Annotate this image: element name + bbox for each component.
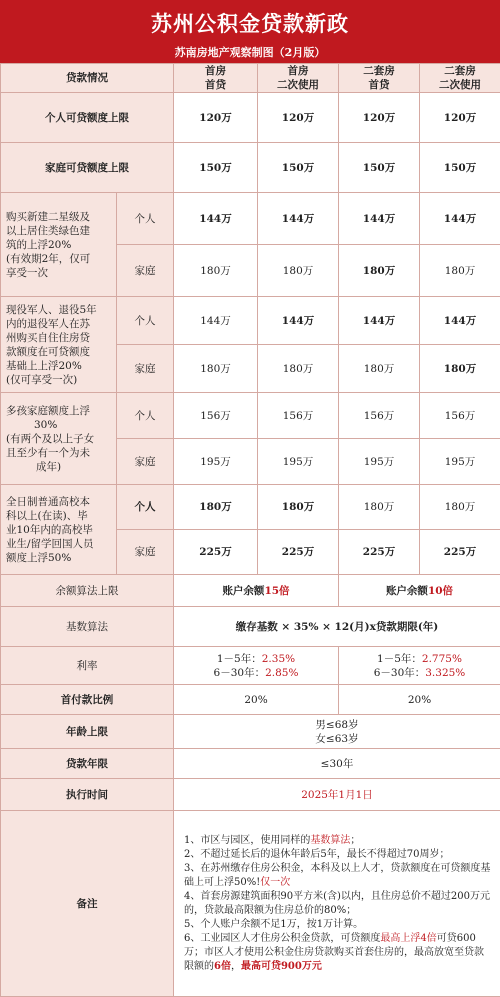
table-cell: 144万: [339, 297, 420, 345]
table-cell: 144万: [174, 297, 258, 345]
table-row-personal-limit: [1, 93, 500, 143]
sub-label: 个人: [117, 193, 174, 245]
table-cell: 180万: [258, 345, 339, 393]
table-cell: 156万: [339, 393, 420, 439]
table-cell: 144万: [174, 193, 258, 245]
note-item: 1、市区与园区，使用同样的基数算法；: [184, 834, 492, 848]
table-row-effective-date: [1, 779, 500, 811]
row-label: 年龄上限: [1, 715, 174, 749]
sub-label: 个人: [117, 485, 174, 530]
column-header-label: 贷款情况: [1, 64, 174, 93]
row-label: 个人可贷额度上限: [1, 93, 174, 143]
table-cell: 150万: [174, 143, 258, 193]
sub-label: 家庭: [117, 530, 174, 575]
table-row-green-personal: [1, 193, 500, 245]
column-header-first-home-first-loan: 首房 首贷: [174, 64, 258, 93]
table-cell: 180万: [339, 345, 420, 393]
rate-second-home: 1－5年：2.775% 6－30年：3.325%: [339, 647, 500, 685]
age-limit-value: 男≤68岁 女≤63岁: [174, 715, 500, 749]
table-cell: 144万: [420, 193, 500, 245]
note-item: 2、不超过延长后的退休年龄后5年，最长不得超过70周岁；: [184, 848, 492, 862]
table-cell: 150万: [258, 143, 339, 193]
column-header-second-home-first-loan: 二套房 首贷: [339, 64, 420, 93]
table-cell: 144万: [420, 297, 500, 345]
table-cell: 120万: [174, 93, 258, 143]
effective-date-value: 2025年1月1日: [174, 779, 500, 811]
note-item: 6、工业园区人才住房公积金贷款，可贷额度最高上浮4倍可贷600万；市区人才使用公积金住房贷款购买首套住房的，最高放宽至贷款限额的6倍，最高可贷900万元: [184, 932, 492, 974]
table-cell: 180万: [174, 245, 258, 297]
table-cell: 150万: [339, 143, 420, 193]
sub-label: 家庭: [117, 245, 174, 297]
table-cell: 225万: [258, 530, 339, 575]
table-cell: 195万: [339, 439, 420, 485]
table-cell: 195万: [174, 439, 258, 485]
row-label: 余额算法上限: [1, 575, 174, 607]
loan-term-value: ≤30年: [174, 749, 500, 779]
table-cell: 150万: [420, 143, 500, 193]
table-cell: 180万: [258, 245, 339, 297]
notes-content: [174, 811, 500, 997]
row-label-veteran: 现役军人、退役5年 内的退役军人在苏 州购买自住住房贷 款额度在可贷额度 基础上上浮20% (仅可享受一次): [1, 297, 117, 393]
header: [0, 0, 500, 63]
table-cell: 144万: [258, 193, 339, 245]
table-cell: 120万: [420, 93, 500, 143]
table-cell: 156万: [258, 393, 339, 439]
table-cell: 120万: [258, 93, 339, 143]
row-label: 备注: [1, 811, 174, 997]
column-header-first-home-second-use: 首房 二次使用: [258, 64, 339, 93]
rate-first-home: 1－5年：2.35% 6－30年：2.85%: [174, 647, 339, 685]
table-cell: 180万: [174, 485, 258, 530]
table-cell: 180万: [339, 485, 420, 530]
table-cell: 225万: [420, 530, 500, 575]
sub-label: 家庭: [117, 439, 174, 485]
table-row-loan-term: [1, 749, 500, 779]
row-label-multichild: 多孩家庭额度上浮 30% (有两个及以上子女 且至少有一个为未 成年): [1, 393, 117, 485]
table-row-notes: [1, 811, 500, 997]
row-label: 贷款年限: [1, 749, 174, 779]
table-header-row: [1, 64, 500, 93]
table-row-talent-personal: [1, 485, 500, 530]
note-item: 3、在苏州缴存住房公积金，本科及以上人才，贷款额度在可贷额度基础上可上浮50%!仅一次: [184, 862, 492, 890]
table-cell: 180万: [258, 485, 339, 530]
table-row-balance: [1, 575, 500, 607]
down-payment-second-home: 20%: [339, 685, 500, 715]
column-header-second-home-second-use: 二套房 二次使用: [420, 64, 500, 93]
row-label: 基数算法: [1, 607, 174, 647]
row-label: 首付款比例: [1, 685, 174, 715]
sub-label: 个人: [117, 297, 174, 345]
table-cell: 120万: [339, 93, 420, 143]
table-cell: 156万: [174, 393, 258, 439]
note-item: 5、个人账户余额不足1万，按1万计算。: [184, 918, 492, 932]
down-payment-first-home: 20%: [174, 685, 339, 715]
table-cell: 225万: [339, 530, 420, 575]
balance-second-home: 账户余额10倍: [339, 575, 500, 607]
row-label: 利率: [1, 647, 174, 685]
table-row-age-limit: [1, 715, 500, 749]
sub-label: 家庭: [117, 345, 174, 393]
table-cell: 195万: [258, 439, 339, 485]
balance-first-home: 账户余额15倍: [174, 575, 339, 607]
row-label: 执行时间: [1, 779, 174, 811]
table-row-multichild-personal: [1, 393, 500, 439]
table-cell: 180万: [420, 485, 500, 530]
table-row-veteran-personal: [1, 297, 500, 345]
table-cell: 180万: [420, 245, 500, 297]
table-cell: 156万: [420, 393, 500, 439]
table-cell: 225万: [174, 530, 258, 575]
table-row-family-limit: [1, 143, 500, 193]
table-cell: 144万: [258, 297, 339, 345]
table-cell: 195万: [420, 439, 500, 485]
base-algorithm-formula: 缴存基数 × 35% × 12(月)x贷款期限(年): [174, 607, 500, 647]
table-row-down-payment: [1, 685, 500, 715]
table-row-base-algorithm: [1, 607, 500, 647]
policy-table: [0, 63, 500, 997]
table-cell: 180万: [420, 345, 500, 393]
table-cell: 180万: [339, 245, 420, 297]
table-row-rate: [1, 647, 500, 685]
page-subtitle: 苏南房地产观察制图（2月版）: [0, 44, 500, 60]
table-cell: 144万: [339, 193, 420, 245]
table-cell: 180万: [174, 345, 258, 393]
row-label-green-building: 购买新建二星级及 以上居住类绿色建 筑的上浮20% (有效期2年，仅可 享受一次: [1, 193, 117, 297]
row-label-talent: 全日制普通高校本 科以上(在读)、毕 业10年内的高校毕 业生/留学回国人员 额度上浮50%: [1, 485, 117, 575]
sub-label: 个人: [117, 393, 174, 439]
note-item: 4、首套房源建筑面积90平方米(含)以内，且住房总价不超过200万元的，贷款最高限额为住房总价的80%；: [184, 890, 492, 918]
page-title: 苏州公积金贷款新政: [0, 0, 500, 38]
row-label: 家庭可贷额度上限: [1, 143, 174, 193]
